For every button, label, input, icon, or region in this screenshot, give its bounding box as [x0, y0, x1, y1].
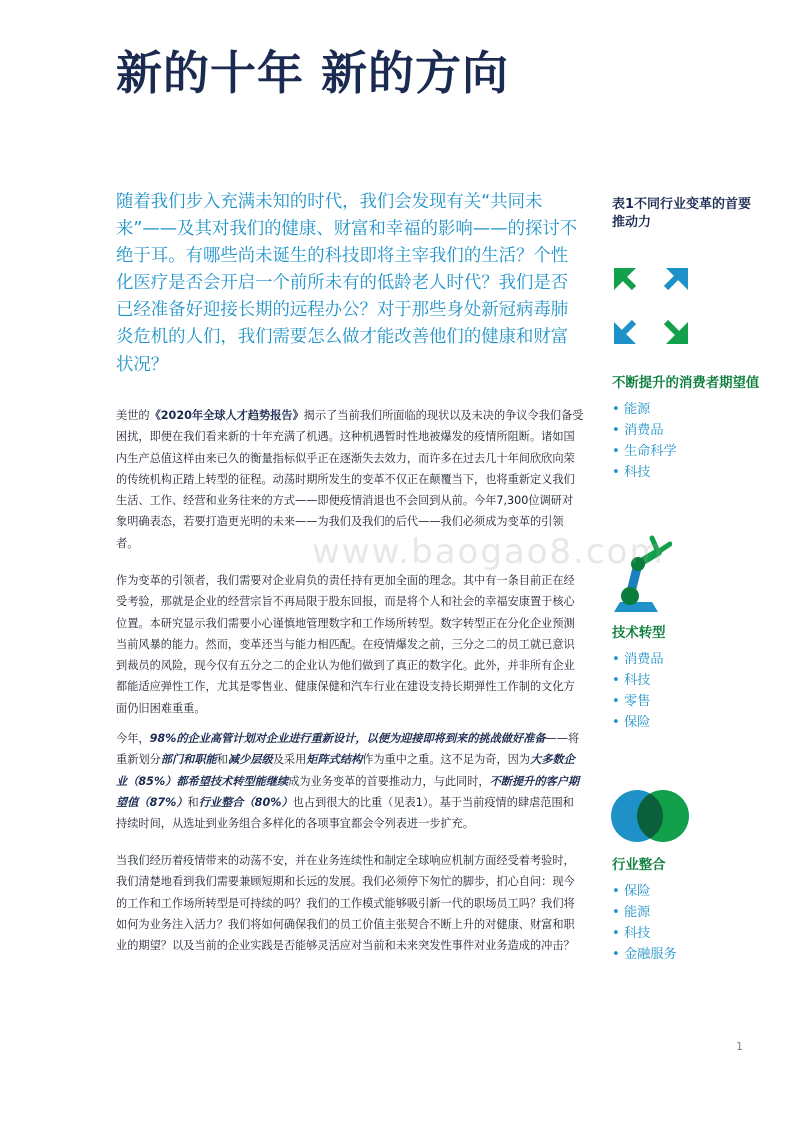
p3-highlight-consolidation: 行业整合（80%）	[198, 795, 293, 809]
p3-text-o: 也占到很大的比重（见表1）。基于当前疫情的肆虐范围和持续时间，从选址到业务组合多样化的各项事宜都会令列表进一步扩充。	[116, 795, 574, 831]
arrow-down-right-icon	[666, 322, 688, 344]
section-heading: 行业整合	[612, 858, 666, 873]
p3-text-a: 今年，	[116, 732, 150, 745]
arrow-down-left-icon	[614, 322, 636, 344]
p1-text-b: 揭示了当前我们所面临的现状以及未决的争议令我们备受困扰，即便在我们看来新的十年充满了机遇。这种机遇暂时性地被爆发的疫情所阻断。诸如国内生产总值这样由来已久的衡量指标似乎正在逐渐失去效力，而许多在过去几十年间欣欣向荣的传统机构正踏上转型的征程。动荡时期所发生的变革不仅正在颠覆当下，也将重新定义我们生活、工作、经营和业务往来的方式——即便疫情消退也不会回到从前。今年7,300位调研对象明确表态，若要打造更光明的未来——为我们及我们的后代——我们必须成为变革的引领者。	[116, 409, 584, 550]
list-item: • 能源	[612, 399, 762, 420]
p3-text-i: 作为重中之重。这不足为奇，因为	[362, 753, 531, 767]
list-item: • 消费品	[612, 649, 762, 670]
page-number: 1	[736, 1040, 743, 1053]
list-item: • 科技	[612, 923, 762, 944]
body-paragraph-2: 作为变革的引领者，我们需要对企业肩负的责任持有更加全面的理念。其中有一条目前正在经受考验，那就是企业的经营宗旨不再局限于股东回报，而是将个人和社会的幸福安康置于核心位置。本研究显示我们需要小心谨慎地管理数字和工作场所转型。数字转型正在分化企业预测当前风暴的能力。然而，变革还当与能力相匹配。在疫情爆发之前，三分之二的员工就已意识到裁员的风险，现今仅有五分之二的企业认为他们做到了真正的数字化。此外，并非所有企业都能适应弹性工作，尤其是零售业、健康保健和汽车行业在建设支持长期弹性工作制的文化方面仍旧困难重重。	[116, 574, 575, 715]
report-title: 《2020年全球人才趋势报告》	[149, 409, 304, 422]
p3-highlight-tech: 大多数企业（85%）都希望技术转型能继续	[116, 753, 575, 788]
table-title: 表1不同行业变革的首要推动力	[612, 197, 752, 230]
p3-highlight-departments: 部门和职能	[160, 753, 217, 767]
industry-list	[612, 881, 762, 965]
p1-text-a: 美世的	[116, 409, 150, 422]
arrow-up-left-icon	[614, 268, 636, 290]
list-item: • 消费品	[612, 420, 762, 441]
sidebar-section-customer-expectations	[612, 375, 762, 483]
list-item: • 保险	[612, 712, 762, 733]
p3-highlight-layers: 减少层级	[227, 753, 273, 767]
industry-list	[612, 399, 762, 483]
sidebar-section-industry-consolidation	[612, 857, 762, 965]
section-heading: 技术转型	[612, 626, 666, 641]
p3-text-c: ——将重新划分	[116, 732, 580, 767]
four-arrows-icon	[612, 266, 690, 346]
p3-highlight-customer: 不断提升的客户期望值（87%）	[116, 774, 580, 809]
list-item: • 保险	[612, 881, 762, 902]
arrow-up-right-icon	[666, 268, 688, 290]
venn-diagram-icon	[611, 789, 689, 843]
list-item: • 生命科学	[612, 441, 762, 462]
list-item: • 科技	[612, 462, 762, 483]
page-title: 新的十年 新的方向	[116, 46, 510, 100]
list-item: • 科技	[612, 670, 762, 691]
section-heading: 不断提升的消费者期望值	[612, 376, 760, 391]
intro-paragraph: 随着我们步入充满未知的时代，我们会发现有关“共同未来”——及其对我们的健康、财富和幸福的影响——的探讨不绝于耳。有哪些尚未诞生的科技即将主宰我们的生活？个性化医疗是否会开启一个前所未有的低龄老人时代？我们是否已经准备好迎接长期的远程办公？对于那些身处新冠病毒肺炎危机的人们，我们需要怎么做才能改善他们的健康和财富状况？	[116, 192, 578, 375]
p3-highlight-redesign: 98%的企业高管计划对企业进行重新设计，以便为迎接即将到来的挑战做好准备	[149, 732, 546, 745]
p3-text-m: 和	[187, 795, 199, 809]
p3-highlight-matrix: 矩阵式结构	[306, 753, 363, 767]
watermark: www.baogao8.com	[312, 532, 665, 572]
p3-text-e: 和	[216, 753, 228, 767]
sidebar-section-tech-transformation	[612, 625, 762, 733]
body-paragraph-4: 当我们经历着疫情带来的动荡不安，并在业务连续性和制定全球响应机制方面经受着考验时，我们清楚地看到我们需要兼顾短期和长远的发展。我们必须停下匆忙的脚步，扪心自问：现今的工作和工作场所转型是可持续的吗？我们的工作模式能够吸引新一代的职场员工吗？我们将如何为业务注入活力？我们将如何确保我们的员工价值主张契合不断上升的对健康、财富和职业的期望？以及当前的企业实践是否能够灵活应对当前和未来突发性事件对业务造成的冲击？	[116, 854, 575, 953]
industry-list	[612, 649, 762, 733]
table-caption	[612, 196, 762, 232]
list-item: • 金融服务	[612, 944, 762, 965]
p3-text-k: 成为业务变革的首要推动力，与此同时，	[288, 774, 490, 788]
p3-text-g: 及采用	[272, 753, 307, 767]
body-paragraph-3	[116, 728, 584, 834]
list-item: • 零售	[612, 691, 762, 712]
list-item: • 能源	[612, 902, 762, 923]
